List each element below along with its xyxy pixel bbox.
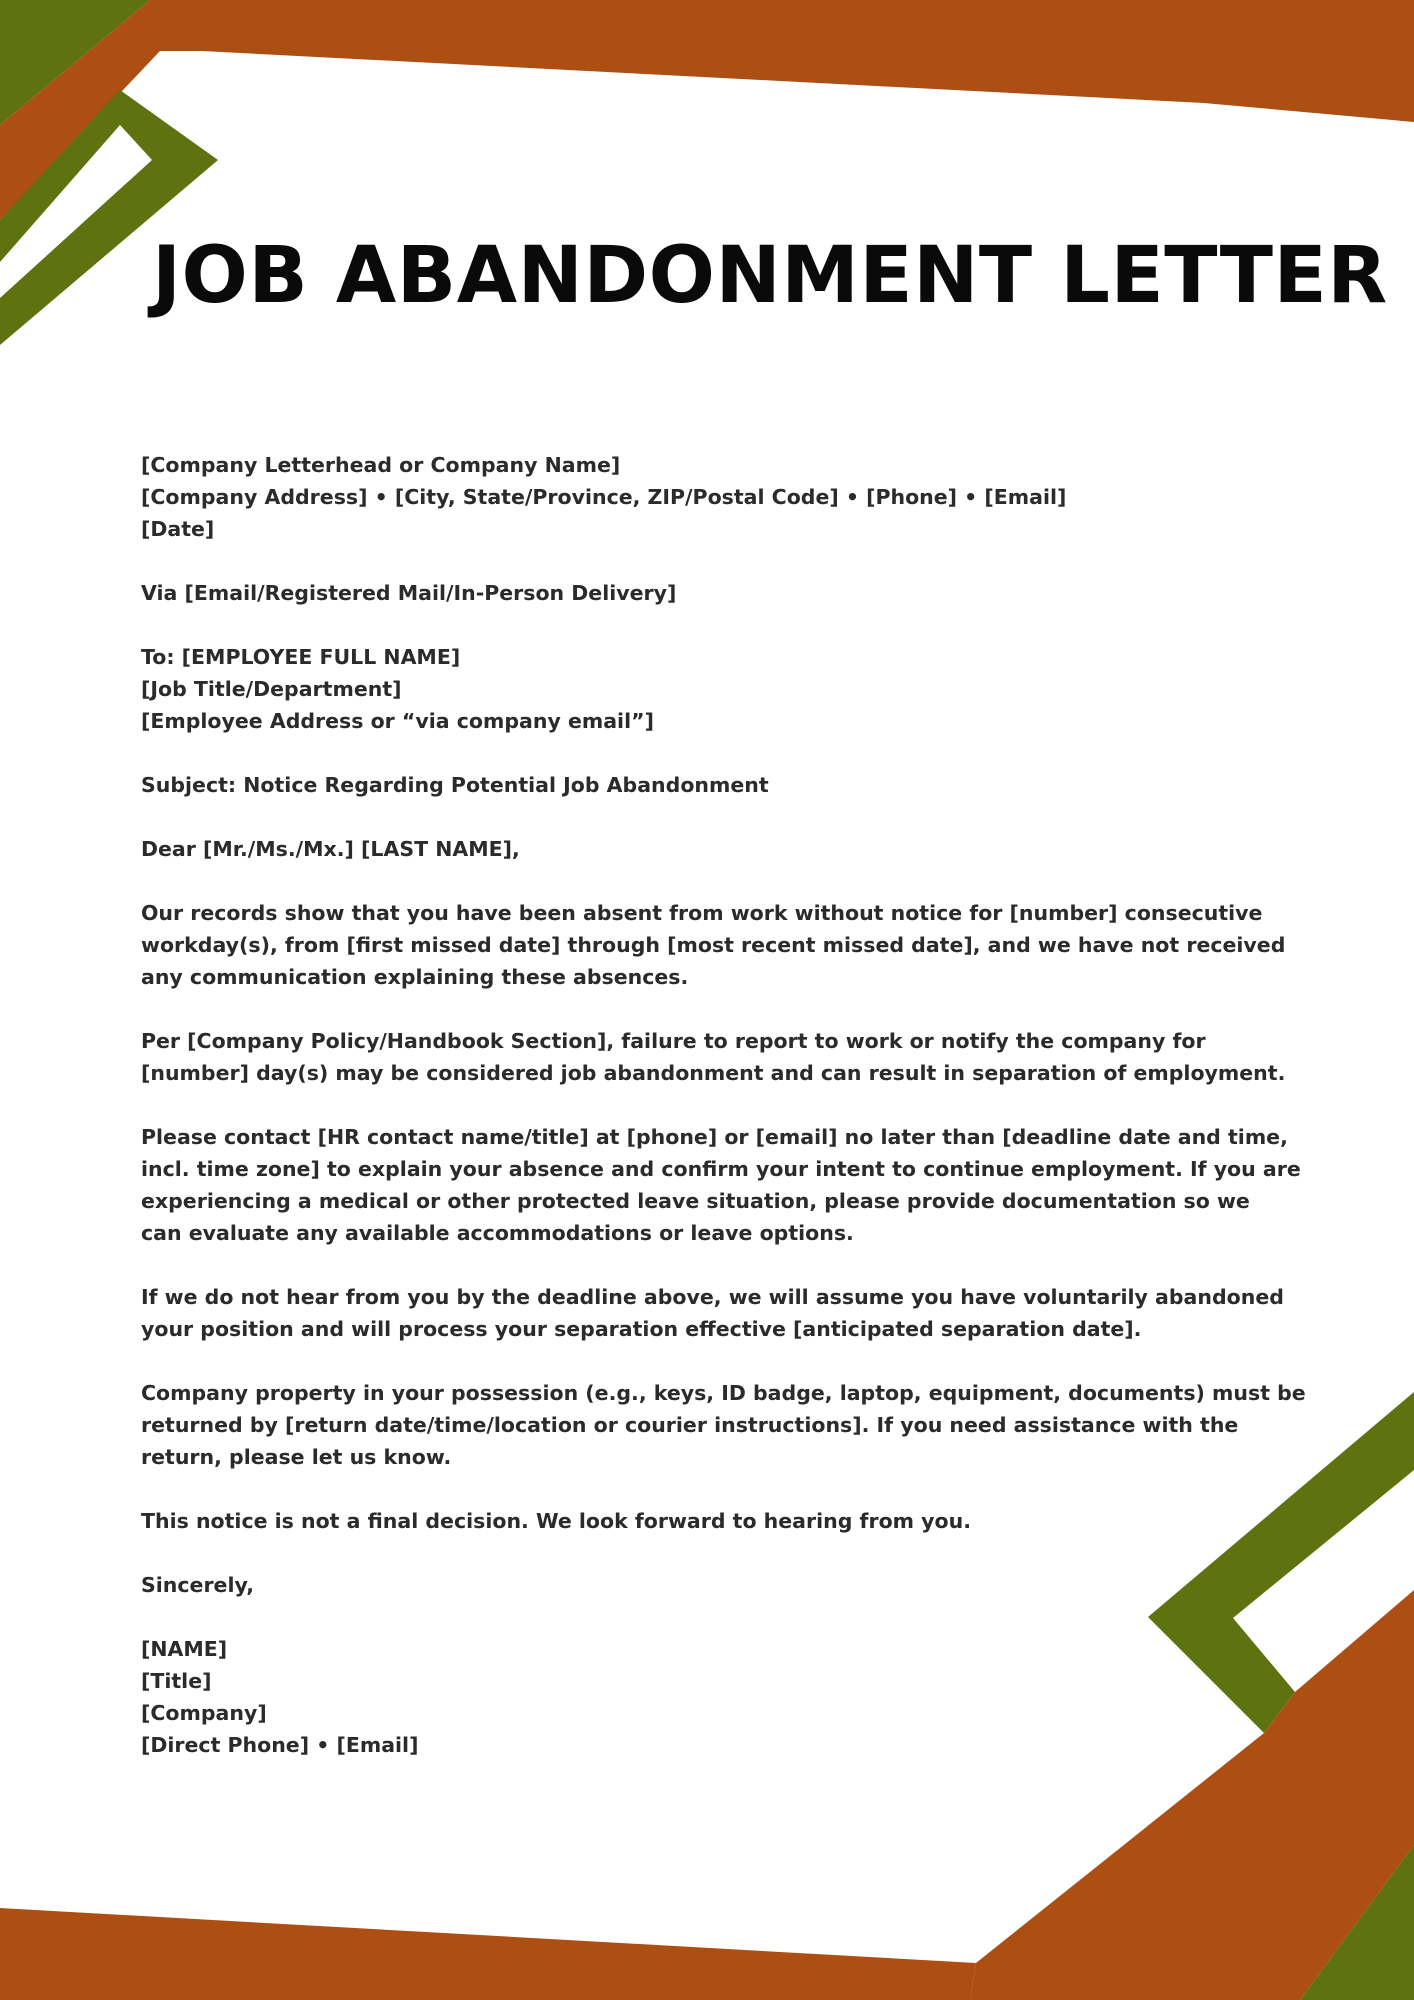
paragraph-4-line-1: If we do not hear from you by the deadline above, we will assume you have voluntarily abandoned: [141, 1285, 1284, 1309]
paragraph-4-line-2: your position and will process your separation effective [anticipated separation date].: [141, 1317, 1142, 1341]
paragraph-6-line-1: This notice is not a final decision. We look forward to hearing from you.: [141, 1509, 971, 1533]
top-rust-band: [0, 0, 1414, 220]
paragraph-1-line-1: Our records show that you have been absent from work without notice for [number] consecutive: [141, 901, 1263, 925]
paragraph-2-line-2: [number] day(s) may be considered job abandonment and can result in separation of employment.: [141, 1061, 1286, 1085]
paragraph-3-line-2: incl. time zone] to explain your absence and confirm your intent to continue employment. If you are: [141, 1157, 1301, 1181]
delivery-method: Via [Email/Registered Mail/In-Person Delivery]: [141, 581, 677, 605]
paragraph-1-line-3: any communication explaining these absences.: [141, 965, 689, 989]
recipient-address: [Employee Address or “via company email”]: [141, 709, 654, 733]
letter-subject: Subject: Notice Regarding Potential Job Abandonment: [141, 773, 769, 797]
company-contact: [Company Address] • [City, State/Province, ZIP/Postal Code] • [Phone] • [Email]: [141, 485, 1067, 509]
paragraph-5-line-1: Company property in your possession (e.g., keys, ID badge, laptop, equipment, documents) must be: [141, 1381, 1306, 1405]
company-name: [Company Letterhead or Company Name]: [141, 453, 621, 477]
paragraph-5-line-3: return, please let us know.: [141, 1445, 452, 1469]
paragraph-1-line-2: workday(s), from [first missed date] through [most recent missed date], and we have not received: [141, 933, 1286, 957]
recipient-name: To: [EMPLOYEE FULL NAME]: [141, 645, 461, 669]
paragraph-3-line-4: can evaluate any available accommodations or leave options.: [141, 1221, 854, 1245]
salutation: Dear [Mr./Ms./Mx.] [LAST NAME],: [141, 837, 520, 861]
paragraph-3-line-1: Please contact [HR contact name/title] at [phone] or [email] no later than [deadline date and time,: [141, 1125, 1288, 1149]
letter-body: [141, 449, 1306, 1761]
letter-date: [Date]: [141, 517, 215, 541]
paragraph-3-line-3: experiencing a medical or other protected leave situation, please provide documentation so we: [141, 1189, 1250, 1213]
paragraph-2-line-1: Per [Company Policy/Handbook Section], failure to report to work or notify the company for: [141, 1029, 1206, 1053]
closing: Sincerely,: [141, 1573, 255, 1597]
letter-title: JOB ABANDONMENT LETTER: [152, 231, 1388, 321]
signature-company: [Company]: [141, 1701, 267, 1725]
signature-title: [Title]: [141, 1669, 212, 1693]
signature-name: [NAME]: [141, 1637, 228, 1661]
bottom-rust-band: [0, 1908, 976, 2000]
recipient-job-title: [Job Title/Department]: [141, 677, 402, 701]
paragraph-5-line-2: returned by [return date/time/location or courier instructions]. If you need assistance with the: [141, 1413, 1239, 1437]
signature-contact: [Direct Phone] • [Email]: [141, 1733, 419, 1757]
